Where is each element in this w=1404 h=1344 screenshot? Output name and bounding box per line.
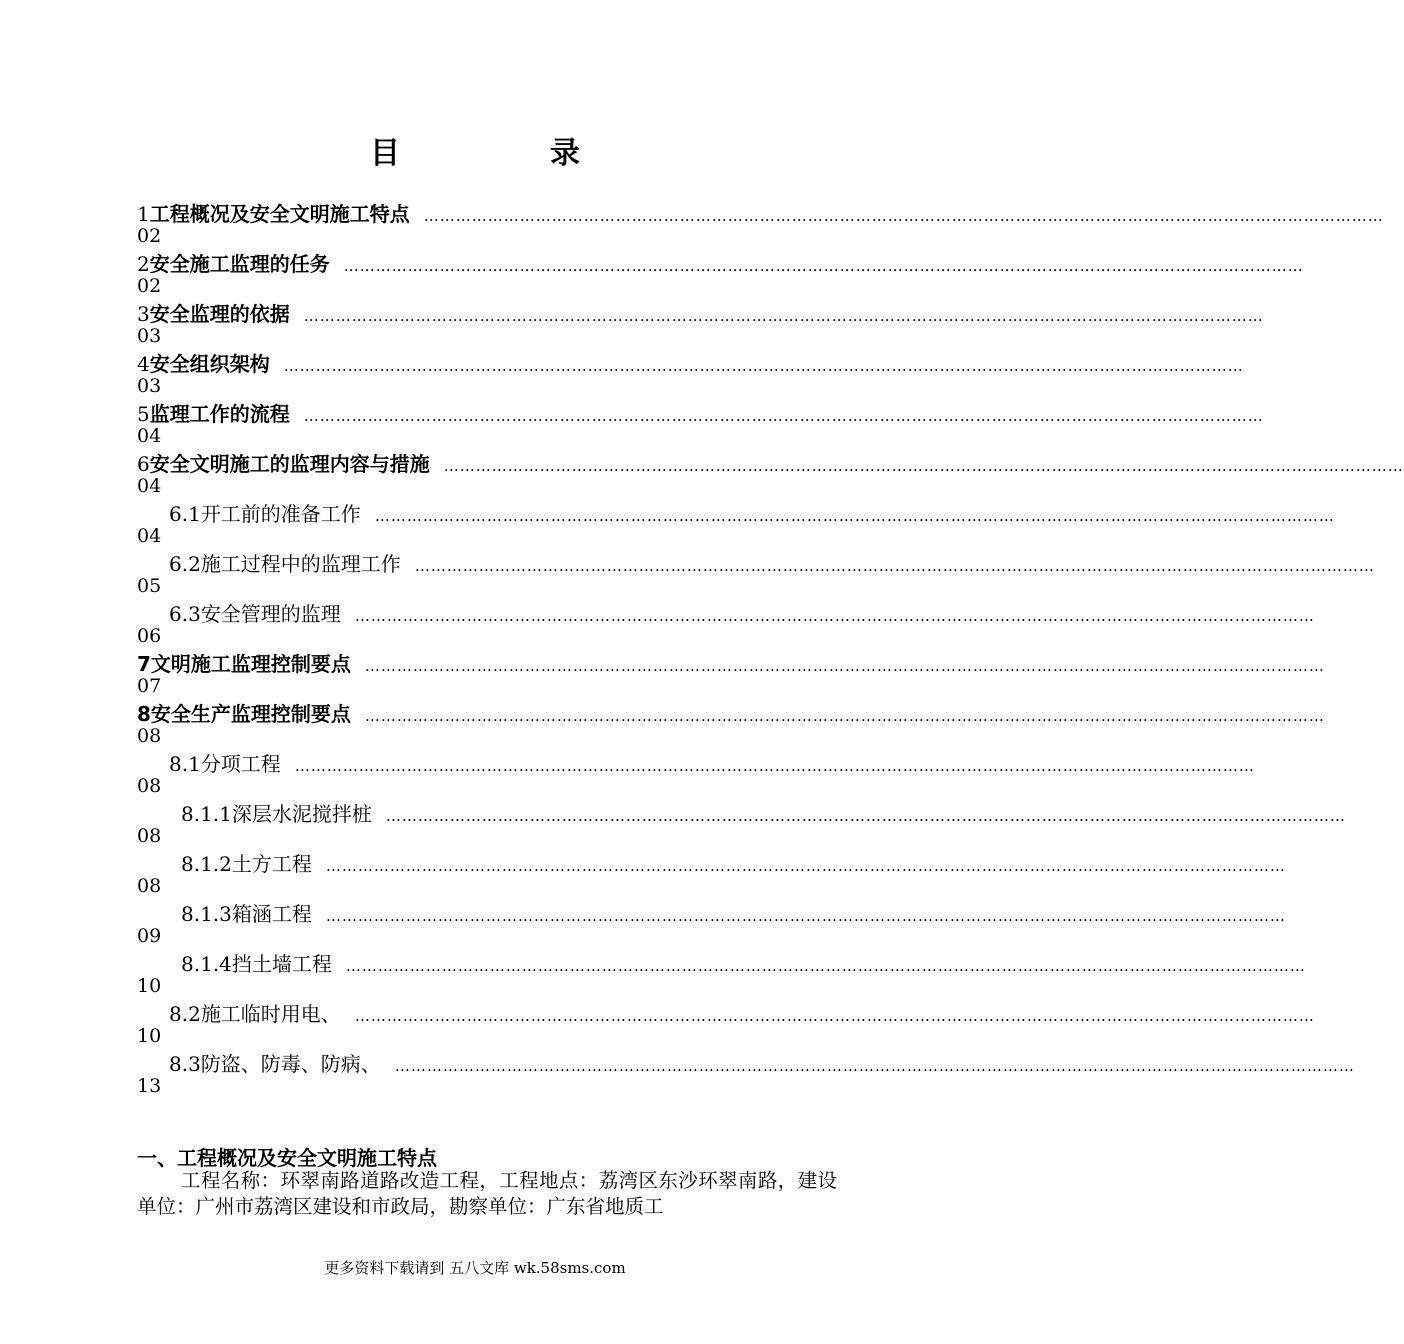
toc-entry[interactable] [137,348,1244,398]
toc-leader-dots: ……………………………………………………………………………………………………………………………………………………………… [374,507,1335,525]
toc-entry-title: 挡土墙工程 [231,952,332,976]
toc-leader-dots: ……………………………………………………………………………………………………………………………………………………………… [303,407,1264,425]
toc-entry-number: 8 [137,702,151,726]
toc-leader-dots: ……………………………………………………………………………………………………………………………………………………………… [385,807,1346,825]
toc-leader-dots: ……………………………………………………………………………………………………………………………………………………………… [283,357,1244,375]
toc-entry-number: 8.1 [169,752,201,776]
toc-leader-dots: ……………………………………………………………………………………………………………………………………………………………… [394,1057,1355,1075]
toc-entry-number: 7 [137,652,151,676]
toc-entry-page: 02 [137,225,162,247]
toc-entry[interactable] [137,248,1304,298]
toc-entry-page: 05 [137,575,162,597]
toc-entry-page: 08 [137,825,162,847]
toc-leader-dots: ……………………………………………………………………………………………………………………………………………………………… [303,307,1264,325]
toc-entry-page: 06 [137,625,162,647]
toc-entry-number: 8.1.3 [181,902,232,926]
toc-leader-dots: ……………………………………………………………………………………………………………………………………………………………… [354,607,1315,625]
toc-entry[interactable] [137,498,1335,548]
toc-entry-number: 8.3 [169,1052,201,1076]
footer-watermark: 更多资料下载请到 五八文库 wk.58sms.com [324,1259,626,1277]
toc-entry-title: 施工过程中的监理工作 [200,552,401,576]
toc-entry-number: 6.3 [169,602,201,626]
toc-entry[interactable] [137,398,1264,448]
toc-entry[interactable] [137,698,1325,748]
toc-leader-dots: ……………………………………………………………………………………………………………………………………………………………… [364,707,1325,725]
toc-leader-dots: ……………………………………………………………………………………………………………………………………………………………… [364,657,1325,675]
toc-entry-number: 6.2 [169,552,201,576]
toc-entry-page: 13 [137,1075,162,1097]
toc-entry-number: 6.1 [169,502,201,526]
toc-entry[interactable] [137,948,1306,998]
toc-entry[interactable] [137,548,1375,598]
toc-entry-title: 深层水泥搅拌桩 [231,802,372,826]
toc-entry-number: 3 [137,302,150,326]
toc-entry-title: 工程概况及安全文明施工特点 [149,202,410,226]
toc-leader-dots: ……………………………………………………………………………………………………………………………………………………………… [294,757,1255,775]
toc-entry-title: 箱涵工程 [231,902,312,926]
toc-entry-page: 03 [137,325,162,347]
toc-entry[interactable] [137,298,1264,348]
toc-leader-dots: ……………………………………………………………………………………………………………………………………………………………… [414,557,1375,575]
toc-entry-number: 1 [137,202,150,226]
toc-entry-title: 监理工作的流程 [149,402,290,426]
toc-entry-number: 8.2 [169,1002,201,1026]
document-title: 目 录 [370,136,640,171]
toc-entry[interactable] [137,898,1286,948]
toc-entry[interactable] [137,648,1325,698]
toc-entry-title: 安全组织架构 [149,352,270,376]
toc-leader-dots: ……………………………………………………………………………………………………………………………………………………………… [325,857,1286,875]
toc-entry-title: 安全文明施工的监理内容与措施 [149,452,430,476]
toc-entry-number: 8.1.1 [181,802,232,826]
toc-entry-number: 5 [137,402,150,426]
toc-entry-page: 03 [137,375,162,397]
toc-entry[interactable] [137,1048,1355,1098]
toc-entry-title: 安全生产监理控制要点 [150,702,351,726]
toc-entry-title: 开工前的准备工作 [200,502,361,526]
toc-entry[interactable] [137,748,1255,798]
toc-entry[interactable] [137,798,1346,848]
toc-entry-title: 安全管理的监理 [200,602,341,626]
toc-entry-page: 04 [137,525,162,547]
toc-entry-page: 08 [137,725,162,747]
section-paragraph: 工程名称：环翠南路道路改造工程，工程地点：荔湾区东沙环翠南路，建设单位：广州市荔湾区建设和市政局，勘察单位：广东省地质工 [137,1169,837,1218]
toc-leader-dots: ……………………………………………………………………………………………………………………………………………………………… [325,907,1286,925]
toc-entry-title: 土方工程 [231,852,312,876]
toc-entry[interactable] [137,998,1315,1048]
toc-entry-number: 2 [137,252,150,276]
toc-entry-page: 08 [137,875,162,897]
table-of-contents [137,198,1404,1098]
toc-leader-dots: ……………………………………………………………………………………………………………………………………………………………… [343,257,1304,275]
section-heading: 一、工程概况及安全文明施工特点 [137,1146,437,1170]
toc-entry-page: 09 [137,925,162,947]
toc-entry-title: 防盗、防毒、防病、 [200,1052,381,1076]
toc-entry-page: 07 [137,675,162,697]
toc-entry-title: 安全监理的依据 [149,302,290,326]
toc-entry-page: 02 [137,275,162,297]
toc-leader-dots: ……………………………………………………………………………………………………………………………………………………………… [354,1007,1315,1025]
toc-entry-title: 文明施工监理控制要点 [150,652,351,676]
toc-entry-title: 施工临时用电、 [200,1002,341,1026]
toc-entry-page: 10 [137,975,162,997]
toc-entry-number: 4 [137,352,150,376]
toc-entry-number: 8.1.2 [181,852,232,876]
toc-entry-title: 安全施工监理的任务 [149,252,330,276]
toc-entry-number: 6 [137,452,150,476]
toc-leader-dots: ……………………………………………………………………………………………………………………………………………………………… [423,207,1384,225]
toc-entry[interactable] [137,848,1286,898]
toc-entry[interactable] [137,198,1384,248]
toc-entry[interactable] [137,598,1315,648]
toc-leader-dots: ……………………………………………………………………………………………………………………………………………………………… [345,957,1306,975]
toc-entry-page: 08 [137,775,162,797]
toc-leader-dots: ……………………………………………………………………………………………………………………………………………………………… [443,457,1404,475]
toc-entry-number: 8.1.4 [181,952,232,976]
toc-entry-page: 04 [137,475,162,497]
toc-entry-title: 分项工程 [200,752,281,776]
toc-entry[interactable] [137,448,1404,498]
toc-entry-page: 04 [137,425,162,447]
toc-entry-page: 10 [137,1025,162,1047]
